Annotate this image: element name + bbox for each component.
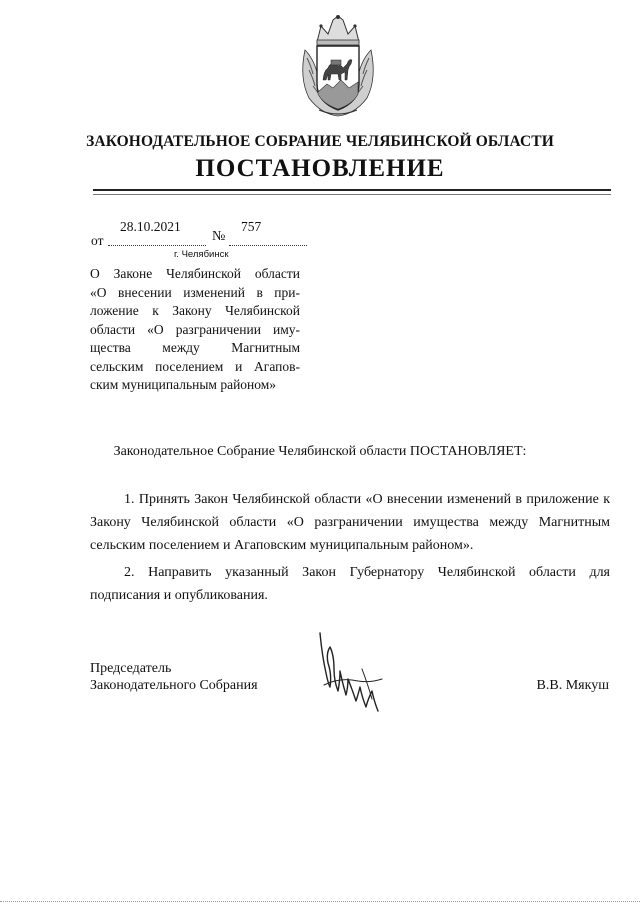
document-type-title: ПОСТАНОВЛЕНИЕ <box>195 155 445 182</box>
coat-of-arms-icon <box>297 14 379 118</box>
subject-line: О Законе Челябинской области <box>90 266 300 281</box>
decree-points <box>90 488 610 607</box>
subject-line: щества между Магнитным <box>90 340 300 355</box>
header-rule-thin <box>93 194 611 195</box>
city-label: г. Челябинск <box>174 249 229 260</box>
header-rule-thick <box>93 189 611 191</box>
number-underline <box>229 245 307 246</box>
decree-point: 2. Направить указанный Закон Губернатору Челябинской области для подписания и опубликования. <box>90 565 610 603</box>
signatory-name: В.В. Мякуш <box>536 678 609 693</box>
signatory-position-line: Законодательного Собрания <box>90 678 258 693</box>
signatory-position-line: Председатель <box>90 661 172 676</box>
document-subject <box>90 265 300 395</box>
handwritten-signature-icon <box>300 625 400 720</box>
document-date: 28.10.2021 <box>120 219 181 234</box>
document-number: 757 <box>241 219 262 234</box>
date-underline <box>108 245 206 246</box>
date-prefix-label: от <box>91 233 104 248</box>
decree-point: 1. Принять Закон Челябинской области «О внесении изменений в приложение к Закону Челябинской области «О разграничении имущества между Магнитным сельским поселением и Агаповским муниципальным районом». <box>90 492 610 553</box>
subject-line: ложение к Закону Челябинской <box>90 303 300 318</box>
signatory-position <box>90 660 258 694</box>
subject-line: сельским поселением и Агапов- <box>90 358 300 374</box>
subject-line: «О внесении изменений в при- <box>90 284 300 300</box>
subject-line: области «О разграничении иму- <box>90 321 300 337</box>
decree-intro: Законодательное Собрание Челябинской области ПОСТАНОВЛЯЕТ: <box>113 444 527 459</box>
number-label: № <box>212 229 226 244</box>
page-bottom-edge <box>0 900 640 902</box>
organization-title: ЗАКОНОДАТЕЛЬНОЕ СОБРАНИЕ ЧЕЛЯБИНСКОЙ ОБЛАСТИ <box>86 133 554 150</box>
subject-line: ским муниципальным районом» <box>90 377 277 392</box>
